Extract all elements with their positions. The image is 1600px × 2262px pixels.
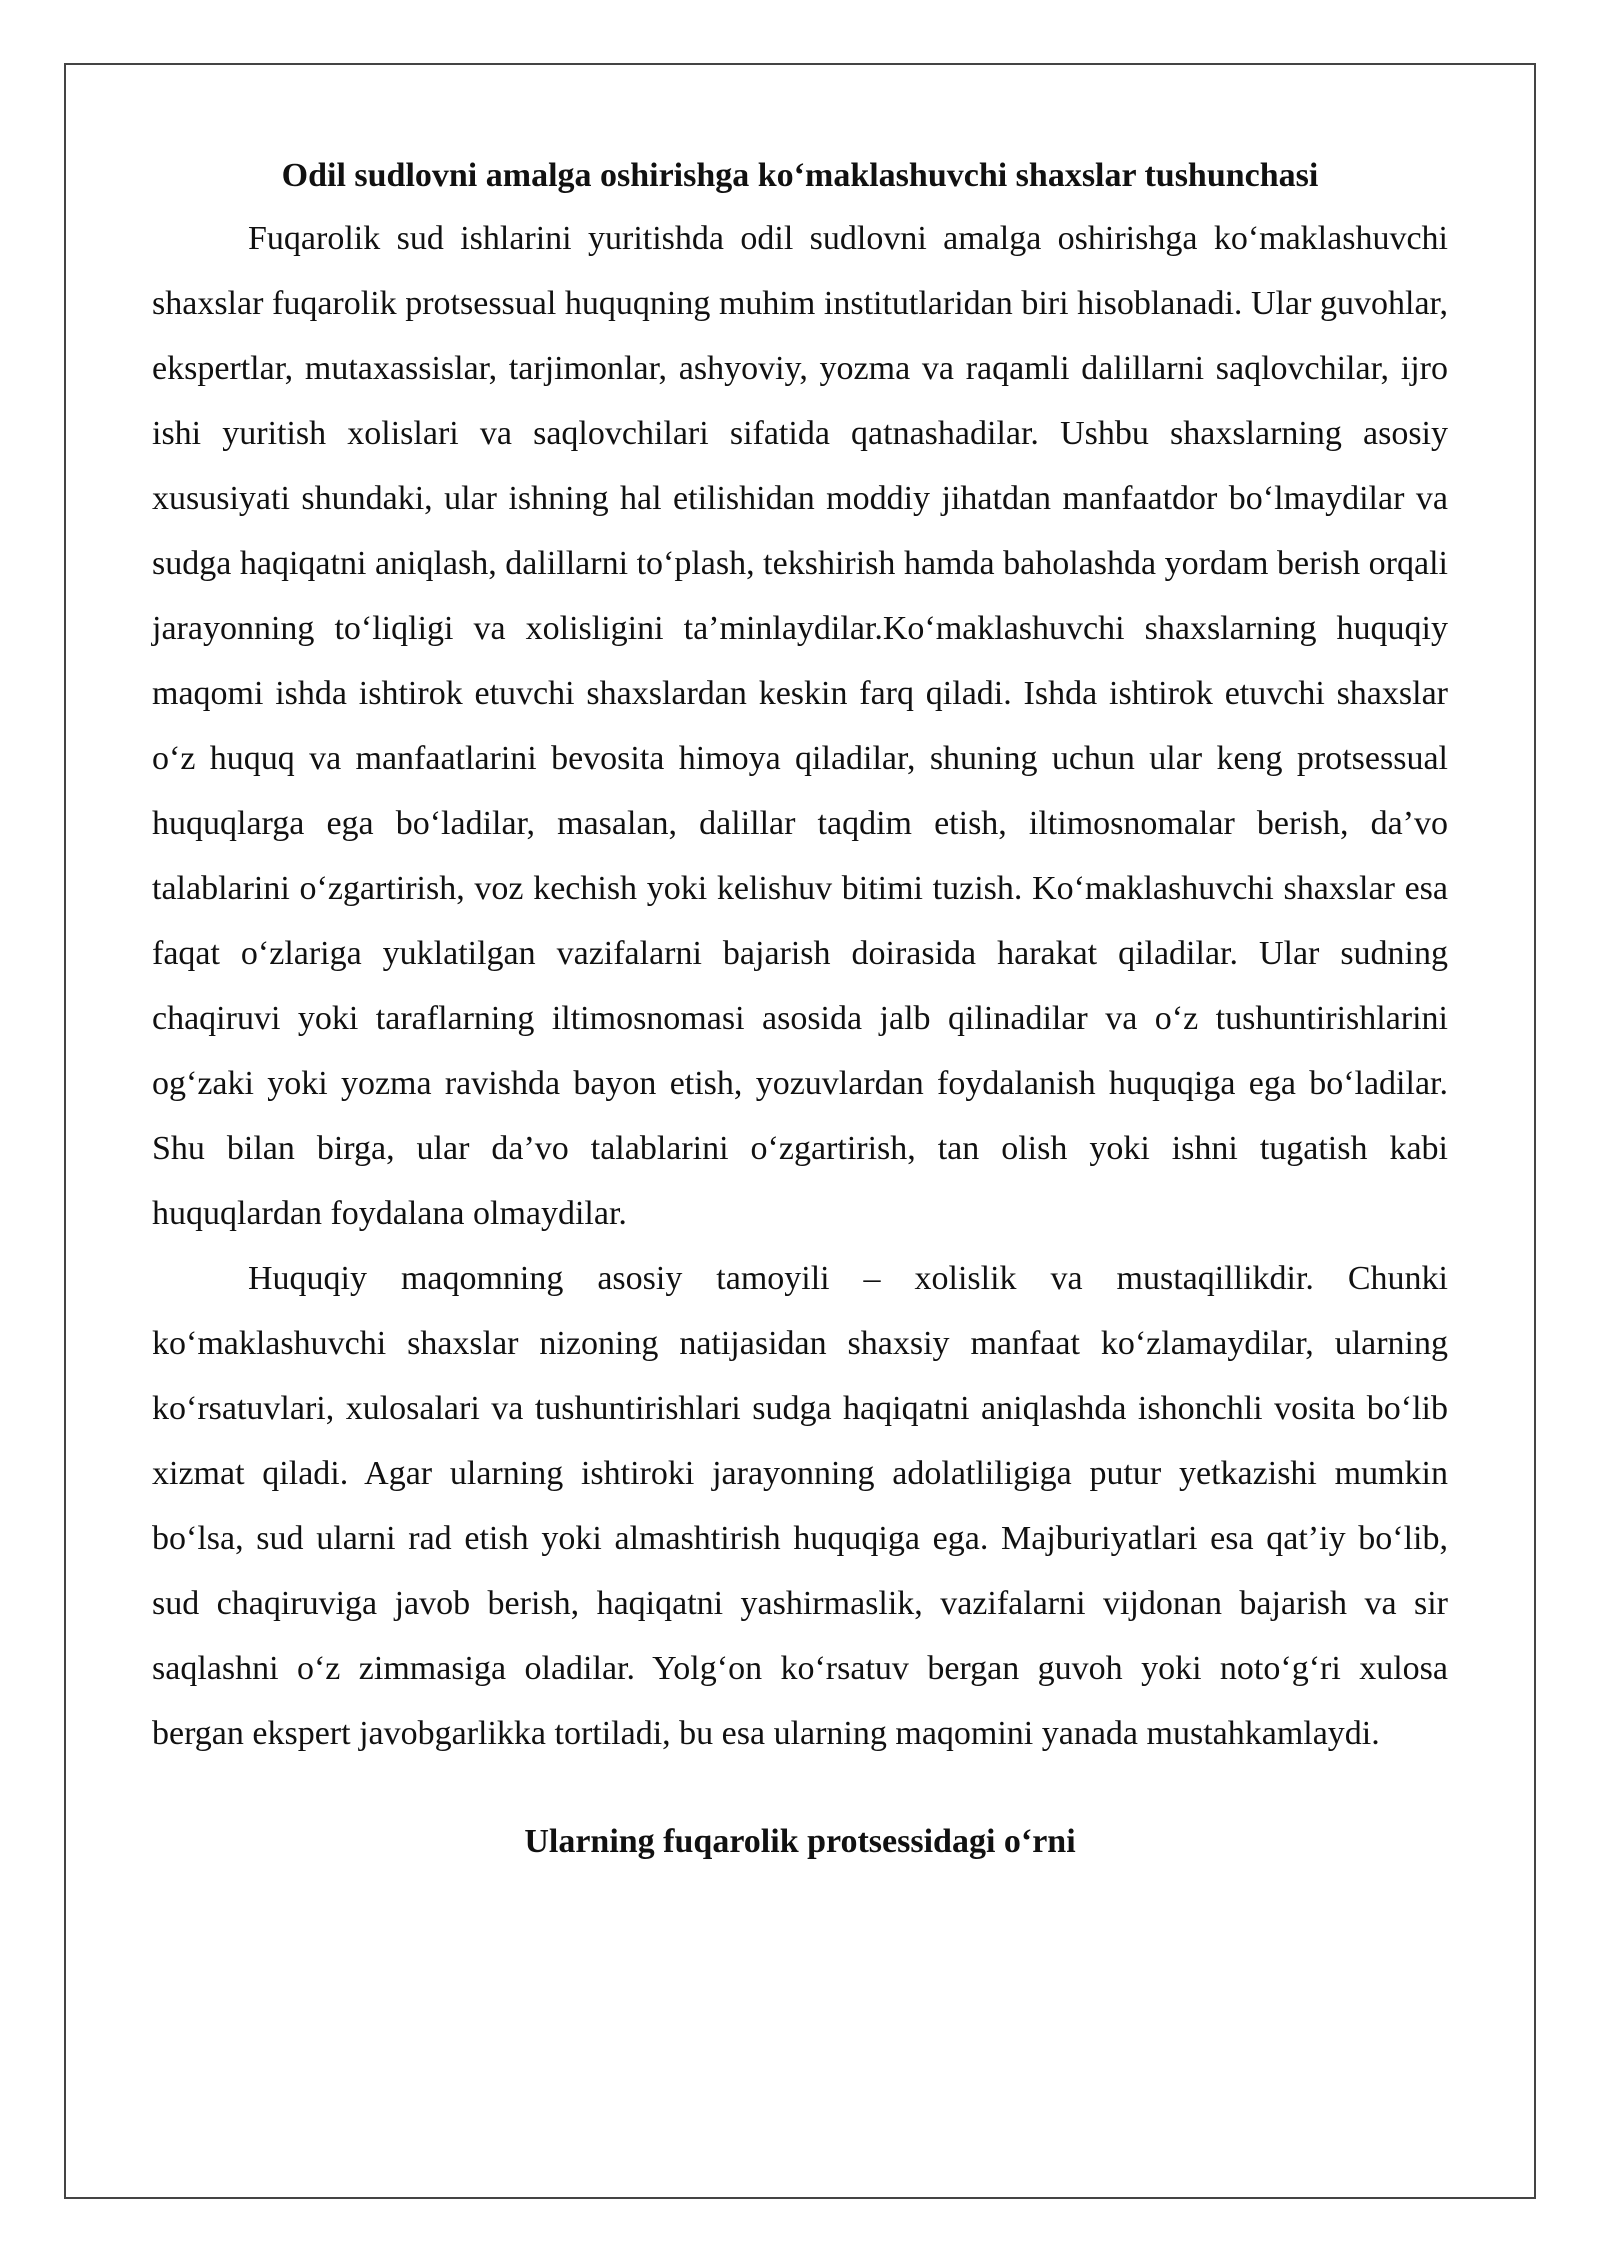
paragraph-2: Huquqiy maqomning asosiy tamoyili – xolislik va mustaqillikdir. Chunki ko‘maklashuvchi shaxslar nizoning natijasidan shaxsiy manfaat ko‘zlamaydilar, ularning ko‘rsatuvlari, xulosalari va tushuntirishlari sudga haqiqatni aniqlashda ishonchli vosita bo‘lib xizmat qiladi. Agar ularning ishtiroki jarayonning adolatliligiga putur yetkazishi mumkin bo‘lsa, sud ularni rad etish yoki almashtirish huquqiga ega. Majburiyatlari esa qat’iy bo‘lib, sud chaqiruviga javob berish, haqiqatni yashirmaslik, vazifalarni vijdonan bajarish va sir saqlashni o‘z zimmasiga oladilar. Yolg‘on ko‘rsatuv bergan guvoh yoki noto‘g‘ri xulosa bergan ekspert javobgarlikka tortiladi, bu esa ularning maqomini yanada mustahkamlaydi. — [152, 1260, 1448, 1752]
paragraph-1: Fuqarolik sud ishlarini yuritishda odil sudlovni amalga oshirishga ko‘maklashuvchi shaxslar fuqarolik protsessual huquqning muhim institutlaridan biri hisoblanadi. Ular guvohlar, ekspertlar, mutaxassislar, tarjimonlar, ashyoviy, yozma va raqamli dalillarni saqlovchilar, ijro ishi yuritish xolislari va saqlovchilari sifatida qatnashadilar. Ushbu shaxslarning asosiy xususiyati shundaki, ular ishning hal etilishidan moddiy jihatdan manfaatdor bo‘lmaydilar va sudga haqiqatni aniqlash, dalillarni to‘plash, tekshirish hamda baholashda yordam berish orqali jarayonning to‘liqligi va xolisligini ta’minlaydilar.Ko‘maklashuvchi shaxslarning huquqiy maqomi ishda ishtirok etuvchi shaxslardan keskin farq qiladi. Ishda ishtirok etuvchi shaxslar o‘z huquq va manfaatlarini bevosita himoya qiladilar, shuning uchun ular keng protsessual huquqlarga ega bo‘ladilar, masalan, dalillar taqdim etish, iltimosnomalar berish, da’vo talablarini o‘zgartirish, voz kechish yoki kelishuv bitimi tuzish. Ko‘maklashuvchi shaxslar esa faqat o‘zlariga yuklatilgan vazifalarni bajarish doirasida harakat qiladilar. Ular sudning chaqiruvi yoki taraflarning iltimosnomasi asosida jalb qilinadilar va o‘z tushuntirishlarini og‘zaki yoki yozma ravishda bayon etish, yozuvlardan foydalanish huquqiga ega bo‘ladilar. Shu bilan birga, ular da’vo talablarini o‘zgartirish, tan olish yoki ishni tugatish kabi huquqlardan foydalana olmaydilar. — [152, 220, 1448, 1232]
document-body — [152, 150, 1448, 1868]
document-title: Odil sudlovni amalga oshirishga ko‘maklashuvchi shaxslar tushunchasi — [281, 157, 1319, 194]
section-heading: Ularning fuqarolik protsessidagi o‘rni — [524, 1823, 1076, 1860]
